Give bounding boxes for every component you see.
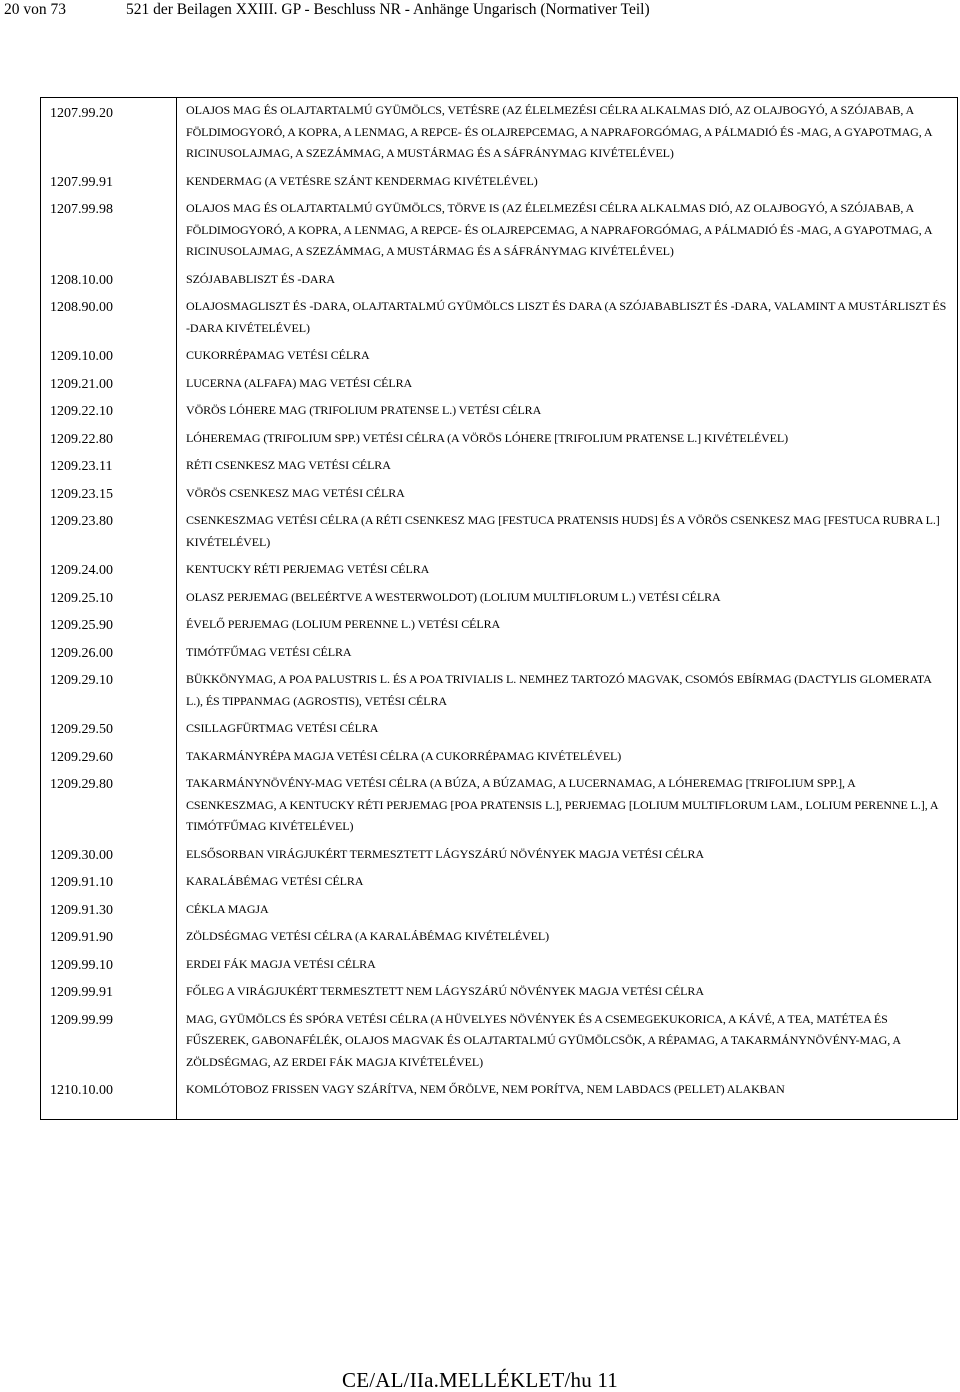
tariff-code: 1209.22.80 <box>41 422 177 450</box>
tariff-code: 1208.10.00 <box>41 263 177 291</box>
tariff-description: KENTUCKY RÉTI PERJEMAG VETÉSI CÉLRA <box>186 562 430 576</box>
tariff-description: KOMLÓTOBOZ FRISSEN VAGY SZÁRÍTVA, NEM ŐRÖLVE, NEM PORÍTVA, NEM LABDACS (PELLET) ALAKBAN <box>186 1082 785 1096</box>
tariff-description: ZÖLDSÉGMAG VETÉSI CÉLRA (A KARALÁBÉMAG KIVÉTELÉVEL) <box>186 929 549 943</box>
tariff-code: 1209.24.00 <box>41 553 177 581</box>
tariff-description: MAG, GYÜMÖLCS ÉS SPÓRA VETÉSI CÉLRA (A HÜVELYES NÖVÉNYEK ÉS A CSEMEGEKUKORICA, A KÁVÉ, A TEA, MATÉTEA ÉS FŰSZEREK, GABONAFÉLÉK, OLAJOS MAGVAK ÉS OLAJTARTALMÚ GYÜMÖLCSÖK, A RÉPAMAG, A TAKARMÁNYNÖVÉNY-MAG, A ZÖLDSÉGMAG, AZ ERDEI FÁK MAGJA KIVÉTELÉVEL) <box>186 1011 901 1069</box>
table-row <box>41 975 957 1003</box>
table-row <box>41 504 957 553</box>
tariff-code: 1209.91.10 <box>41 865 177 893</box>
tariff-description: RÉTI CSENKESZ MAG VETÉSI CÉLRA <box>186 458 391 472</box>
tariff-code: 1207.99.98 <box>41 192 177 263</box>
tariff-code: 1209.99.91 <box>41 975 177 1003</box>
tariff-code: 1209.26.00 <box>41 636 177 664</box>
tariff-description: VÖRÖS LÓHERE MAG (TRIFOLIUM PRATENSE L.) VETÉSI CÉLRA <box>186 403 542 417</box>
tariff-code: 1207.99.91 <box>41 165 177 193</box>
tariff-description: OLAJOS MAG ÉS OLAJTARTALMÚ GYÜMÖLCS, TÖRVE IS (AZ ÉLELMEZÉSI CÉLRA ALKALMAS DIÓ, AZ OLAJBOGYÓ, A SZÓJABAB, A FÖLDIMOGYORÓ, A KOPRA, A LENMAG, A REPCE- ÉS OLAJREPCEMAG, A NAPRAFORGÓMAG, A PÁLMADIÓ ÉS -MAG, A GYAPOTMAG, A RICINUSOLAJMAG, A SZEZÁMMAG, A MUSTÁRMAG ÉS A SÁFRÁNYMAG KIVÉTELÉVEL) <box>186 201 932 258</box>
document-title: 521 der Beilagen XXIII. GP - Beschluss NR - Anhänge Ungarisch (Normativer Teil) <box>126 1 650 18</box>
tariff-code: 1209.25.90 <box>41 608 177 636</box>
tariff-code: 1209.29.50 <box>41 712 177 740</box>
table-row <box>41 1073 957 1119</box>
table-row <box>41 636 957 664</box>
table-row <box>41 192 957 263</box>
table-row <box>41 608 957 636</box>
table-row <box>41 712 957 740</box>
table-row <box>41 767 957 838</box>
table-row <box>41 865 957 893</box>
tariff-code: 1209.99.99 <box>41 1003 177 1074</box>
tariff-description: TIMÓTFŰMAG VETÉSI CÉLRA <box>186 644 352 659</box>
table-row <box>41 663 957 712</box>
tariff-code: 1209.29.80 <box>41 767 177 838</box>
table-row <box>41 263 957 291</box>
table-row <box>41 290 957 339</box>
table-row <box>41 920 957 948</box>
tariff-description: OLASZ PERJEMAG (BELEÉRTVE A WESTERWOLDOT) (LOLIUM MULTIFLORUM L.) VETÉSI CÉLRA <box>186 589 721 604</box>
tariff-description: CUKORRÉPAMAG VETÉSI CÉLRA <box>186 348 370 362</box>
tariff-code: 1209.99.10 <box>41 948 177 976</box>
tariff-code: 1210.10.00 <box>41 1073 177 1119</box>
tariff-code: 1209.25.10 <box>41 581 177 609</box>
tariff-description: CÉKLA MAGJA <box>186 901 269 916</box>
tariff-code: 1209.91.90 <box>41 920 177 948</box>
tariff-code: 1209.22.10 <box>41 394 177 422</box>
tariff-description: LUCERNA (ALFAFA) MAG VETÉSI CÉLRA <box>186 375 413 390</box>
table-row <box>41 339 957 367</box>
page-footer: CE/AL/IIa.MELLÉKLET/hu 11 <box>342 1368 618 1392</box>
tariff-description: VÖRÖS CSENKESZ MAG VETÉSI CÉLRA <box>186 485 405 500</box>
tariff-description: SZÓJABABLISZT ÉS -DARA <box>186 271 335 286</box>
tariff-description: CSILLAGFÜRTMAG VETÉSI CÉLRA <box>186 721 379 735</box>
tariff-code: 1209.10.00 <box>41 339 177 367</box>
tariff-code: 1209.23.80 <box>41 504 177 553</box>
tariff-description: ÉVELŐ PERJEMAG (LOLIUM PERENNE L.) VETÉSI CÉLRA <box>186 617 501 631</box>
tariff-code: 1209.23.11 <box>41 449 177 477</box>
table-row <box>41 449 957 477</box>
table-row <box>41 477 957 505</box>
tariff-code: 1209.30.00 <box>41 838 177 866</box>
tariff-code: 1208.90.00 <box>41 290 177 339</box>
table-row <box>41 422 957 450</box>
table-row <box>41 98 957 165</box>
tariff-description: CSENKESZMAG VETÉSI CÉLRA (A RÉTI CSENKESZ MAG [FESTUCA PRATENSIS HUDS] ÉS A VÖRÖS CSENKESZ MAG [FESTUCA RUBRA L.] KIVÉTELÉVEL) <box>186 513 940 549</box>
tariff-description: TAKARMÁNYNÖVÉNY-MAG VETÉSI CÉLRA (A BÚZA, A BÚZAMAG, A LUCERNAMAG, A LÓHEREMAG [TRIFOLIUM SPP.], A CSENKESZMAG, A KENTUCKY RÉTI PERJEMAG [POA PRATENSIS L.], PERJEMAG [LOLIUM MULTIFLORUM LAM., LOLIUM PERENNE L.], A TIMÓTFŰMAG KIVÉTELÉVEL) <box>186 776 938 833</box>
tariff-description: TAKARMÁNYRÉPA MAGJA VETÉSI CÉLRA (A CUKORRÉPAMAG KIVÉTELÉVEL) <box>186 748 622 763</box>
tariff-description: OLAJOSMAGLISZT ÉS -DARA, OLAJTARTALMÚ GYÜMÖLCS LISZT ÉS DARA (A SZÓJABABLISZT ÉS -DARA, VALAMINT A MUSTÁRLISZT ÉS -DARA KIVÉTELÉVEL) <box>186 299 947 335</box>
tariff-description: ELSŐSORBAN VIRÁGJUKÉRT TERMESZTETT LÁGYSZÁRÚ NÖVÉNYEK MAGJA VETÉSI CÉLRA <box>186 846 704 861</box>
page-number: 20 von 73 <box>4 1 66 18</box>
tariff-code: 1209.29.60 <box>41 740 177 768</box>
table-row <box>41 948 957 976</box>
table-row <box>41 553 957 581</box>
table-row <box>41 367 957 395</box>
table-row <box>41 740 957 768</box>
table-row <box>41 394 957 422</box>
tariff-table <box>40 97 958 1120</box>
table-row <box>41 893 957 921</box>
tariff-description: ERDEI FÁK MAGJA VETÉSI CÉLRA <box>186 956 376 971</box>
tariff-code: 1209.91.30 <box>41 893 177 921</box>
tariff-description: KENDERMAG (A VETÉSRE SZÁNT KENDERMAG KIVÉTELÉVEL) <box>186 173 538 188</box>
tariff-description: FŐLEG A VIRÁGJUKÉRT TERMESZTETT NEM LÁGYSZÁRÚ NÖVÉNYEK MAGJA VETÉSI CÉLRA <box>186 984 704 998</box>
tariff-description: BÜKKÖNYMAG, A POA PALUSTRIS L. ÉS A POA TRIVIALIS L. NEMHEZ TARTOZÓ MAGVAK, CSOMÓS EBÍRMAG (DACTYLIS GLOMERATA L.), ÉS TIPPANMAG (AGROSTIS), VETÉSI CÉLRA <box>186 672 932 708</box>
tariff-code: 1209.23.15 <box>41 477 177 505</box>
tariff-description: OLAJOS MAG ÉS OLAJTARTALMÚ GYÜMÖLCS, VETÉSRE (AZ ÉLELMEZÉSI CÉLRA ALKALMAS DIÓ, AZ OLAJBOGYÓ, A SZÓJABAB, A FÖLDIMOGYORÓ, A KOPRA, A LENMAG, A REPCE- ÉS OLAJREPCEMAG, A NAPRAFORGÓMAG, A PÁLMADIÓ ÉS -MAG, A GYAPOTMAG, A RICINUSOLAJMAG, A SZEZÁMMAG, A MUSTÁRMAG ÉS A SÁFRÁNYMAG KIVÉTELÉVEL) <box>186 103 932 160</box>
table-row <box>41 165 957 193</box>
tariff-description: KARALÁBÉMAG VETÉSI CÉLRA <box>186 874 364 888</box>
table-row <box>41 581 957 609</box>
table-row <box>41 1003 957 1074</box>
tariff-description: LÓHEREMAG (TRIFOLIUM SPP.) VETÉSI CÉLRA (A VÖRÖS LÓHERE [TRIFOLIUM PRATENSE L.] KIVÉTELÉVEL) <box>186 430 789 445</box>
tariff-code: 1207.99.20 <box>41 98 177 165</box>
tariff-code: 1209.29.10 <box>41 663 177 712</box>
page-header <box>4 0 650 20</box>
tariff-code: 1209.21.00 <box>41 367 177 395</box>
table-row <box>41 838 957 866</box>
